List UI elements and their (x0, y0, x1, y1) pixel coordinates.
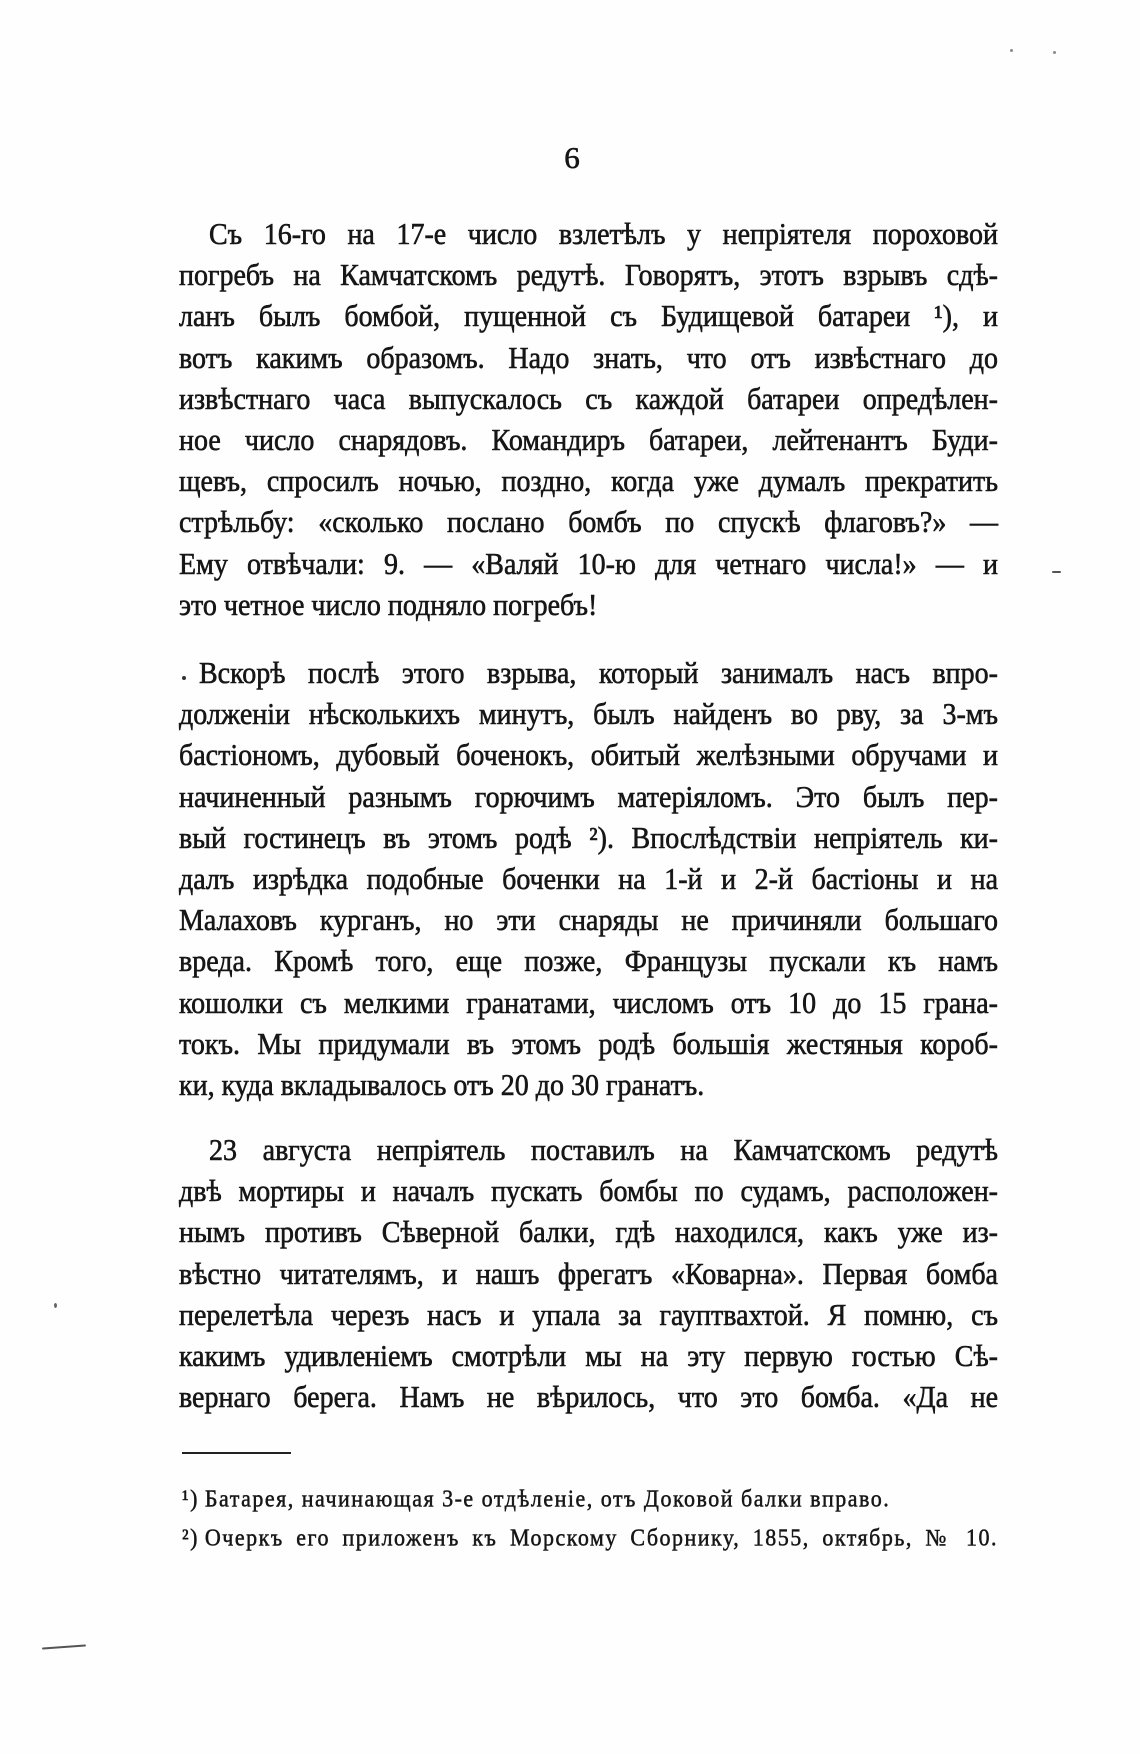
text-line: долженіи нѣсколькихъ минутъ, былъ найденъ во рву, за 3-мъ (179, 697, 998, 732)
footnote-marker: ²) (182, 1524, 199, 1551)
text-line: начиненный разнымъ горючимъ матеріяломъ. Это былъ пер- (179, 780, 998, 815)
page-number: 6 (564, 140, 580, 175)
text-line: вый гостинецъ въ этомъ родѣ ²). Впослѣдствіи непріятель ки- (179, 821, 998, 856)
text-line: щевъ, спросилъ ночью, поздно, когда уже думалъ прекратить (179, 464, 998, 499)
text-line: погребъ на Камчатскомъ редутѣ. Говорятъ, этотъ взрывъ сдѣ- (179, 258, 998, 293)
text-line: 23 августа непріятель поставилъ на Камчатскомъ редутѣ (209, 1133, 998, 1168)
text-line: нымъ противъ Сѣверной балки, гдѣ находился, какъ уже из- (179, 1215, 998, 1250)
text-line: токъ. Мы придумали въ этомъ родѣ большія жестяныя короб- (179, 1027, 998, 1062)
text-line: вѣстно читателямъ, и нашъ фрегатъ «Коварна». Первая бомба (179, 1257, 998, 1292)
text-line: бастіономъ, дубовый боченокъ, обитый желѣзными обручами и (179, 738, 998, 773)
text-line: извѣстнаго часа выпускалось съ каждой батареи опредѣлен- (179, 382, 998, 417)
scan-speck (42, 1644, 86, 1649)
text-line: Ему отвѣчали: 9. — «Валяй 10-ю для четнаго числа!» — и (179, 546, 998, 582)
text-line: кошолки съ мелкими гранатами, числомъ отъ 10 до 15 грана- (179, 985, 998, 1021)
scan-speck (54, 1303, 57, 1308)
text-line: ное число снарядовъ. Командиръ батареи, лейтенантъ Буди- (179, 423, 998, 458)
footnote-text: Очеркъ его приложенъ къ Морскому Сборнику, 1855, октябрь, № 10. (204, 1524, 998, 1551)
footnote-text: Батарея, начинающая 3-е отдѣленіе, отъ Доковой балки вправо. (204, 1485, 891, 1512)
text-line: стрѣльбу: «сколько послано бомбъ по спускѣ флаговъ?» — (179, 505, 998, 540)
text-line: ки, куда вкладывалось отъ 20 до 30 гранатъ. (179, 1068, 705, 1103)
text-line: далъ изрѣдка подобные боченки на 1-й и 2-й бастіоны и на (179, 862, 998, 897)
text-line: Вскорѣ послѣ этого взрыва, который занималъ насъ впро- (199, 656, 998, 691)
text-line: вернаго берега. Намъ не вѣрилось, что это бомба. «Да не (179, 1380, 998, 1415)
text-line: двѣ мортиры и началъ пускать бомбы по судамъ, расположен- (179, 1174, 998, 1209)
text-line: вреда. Кромѣ того, еще позже, Французы пускали къ намъ (179, 944, 998, 979)
footnote-marker: ¹) (182, 1485, 199, 1512)
scan-speck (1053, 51, 1056, 54)
text-line: это четное число подняло погребъ! (179, 588, 598, 623)
footnotes (182, 1479, 998, 1557)
text-line: ланъ былъ бомбой, пущенной съ Будищевой батареи ¹), и (179, 299, 998, 334)
text-line: какимъ удивленіемъ смотрѣли мы на эту первую гостью Сѣ- (179, 1339, 998, 1374)
footnote-rule (182, 1452, 291, 1454)
scan-speck (1052, 571, 1061, 573)
paragraph-3 (179, 1130, 998, 1418)
footnote (182, 1516, 998, 1558)
text-line: вотъ какимъ образомъ. Надо знать, что отъ извѣстнаго до (179, 341, 998, 376)
footnote (182, 1477, 998, 1519)
text-line: Малаховъ курганъ, но эти снаряды не причиняли большаго (179, 903, 998, 938)
text-line: Съ 16-го на 17-е число взлетѣлъ у непріятеля пороховой (209, 217, 998, 252)
paragraph-2 (179, 653, 998, 1106)
text-line: перелетѣла черезъ насъ и упала за гауптвахтой. Я помню, съ (179, 1298, 998, 1333)
paragraph-1 (179, 214, 998, 626)
scan-speck (1010, 49, 1013, 52)
